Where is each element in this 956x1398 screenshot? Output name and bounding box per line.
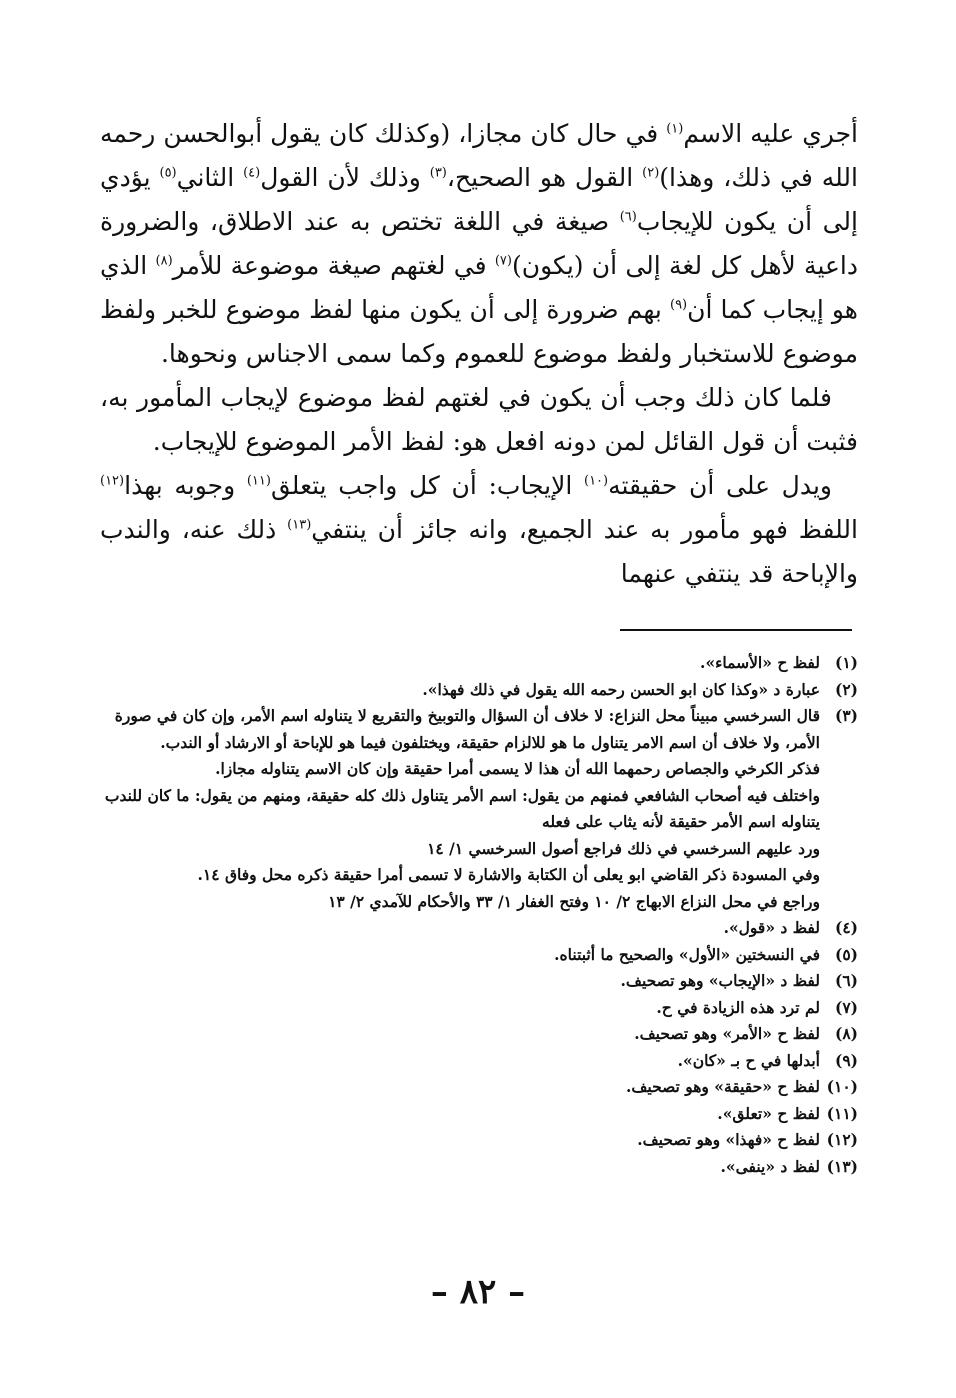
footnote-continuation: وفي المسودة ذكر القاضي ابو يعلى أن الكتابة والاشارة لا تسمى أمرا حقيقة ذكره محل وفاق ١٤. <box>197 865 820 884</box>
footnote-text: لفظ ح «تعلق». <box>717 1103 820 1123</box>
text-run: في لغتهم صيغة موضوعة للأمر <box>172 251 495 280</box>
paragraph-1 <box>100 112 858 376</box>
footnote <box>100 1074 858 1101</box>
text-run: صيغة في اللغة تختص به عند الاطلاق، والضرورة داعية لأهل كل لغة إلى أن (يكون) <box>100 207 859 280</box>
text-run: ذلك عنه، والندب والإباحة قد ينتفي عنهما <box>100 515 858 588</box>
footnote-ref-1: (١) <box>666 121 684 137</box>
footnote-continuation: فذكر الكرخي والجصاص رحمهما الله أن هذا لا يسمى أمرا حقيقة وإن كان الاسم يتناوله مجازا. <box>215 759 820 778</box>
footnotes <box>100 650 858 1180</box>
footnote-number: (٦) <box>834 971 858 990</box>
footnote-text: لفظ د «قول». <box>723 918 820 937</box>
footnote <box>100 1048 858 1075</box>
footnote-number: (٥) <box>834 944 858 964</box>
footnote-text: لفظ د «ينفى». <box>720 1156 820 1176</box>
footnote-number: (١٢) <box>826 1130 858 1149</box>
text-run: أجري عليه الاسم <box>683 119 858 148</box>
footnote-number: (١٣) <box>826 1156 858 1176</box>
footnote-number: (١) <box>834 653 858 672</box>
footnote <box>100 1101 858 1128</box>
footnote-number: (٣) <box>834 706 858 725</box>
footnote <box>100 1021 858 1048</box>
footnote <box>100 703 858 756</box>
footnote-text: لفظ ح «حقيقة» وهو تصحيف. <box>625 1077 820 1096</box>
page-number: – ٨٢ – <box>430 1272 526 1312</box>
footnote-text: لفظ د «الإيجاب» وهو تصحيف. <box>620 971 820 990</box>
footnote-text: لفظ ح «الأسماء». <box>700 653 820 672</box>
text-run: ويدل على أن حقيقته <box>608 471 832 500</box>
footnote-text: أبدلها في ح بـ «كان». <box>677 1050 820 1070</box>
footnote <box>100 915 858 942</box>
footnote-ref-11: (١١) <box>246 473 271 489</box>
footnote-ref-9: (٩) <box>669 297 688 313</box>
footnote <box>100 677 858 704</box>
footnote-number: (٤) <box>834 918 858 937</box>
text-run: في حال كان مجازا، (وكذلك كان يقول أبوالحسن رحمه الله في ذلك، وهذا) <box>100 119 858 192</box>
footnote-divider <box>620 629 852 631</box>
footnote-text: لفظ ح «الأمر» وهو تصحيف. <box>634 1024 820 1043</box>
footnote-text: عبارة د «وكذا كان ابو الحسن رحمه الله يقول في ذلك فهذا». <box>422 679 820 699</box>
text-run: الإيجاب: أن كل واجب يتعلق <box>270 471 584 500</box>
text-run: بهم ضرورة إلى أن يكون منها لفظ موضوع للخبر ولفظ موضوع للاستخبار ولفظ موضوع للعموم وكما سمى الاجناس ونحوها. <box>100 295 858 368</box>
footnote-ref-6: (٦) <box>619 209 637 225</box>
text-run: وذلك لأن القول <box>260 163 430 192</box>
text-run: الثاني <box>176 163 244 192</box>
footnote-text: لفظ ح «فهذا» وهو تصحيف. <box>637 1130 820 1149</box>
footnote-number: (٢) <box>834 679 858 699</box>
footnote <box>100 650 858 677</box>
text-run: القول هو الصحيح، <box>446 163 643 192</box>
footnote-ref-7: (٧) <box>494 253 512 269</box>
footnote <box>100 968 858 995</box>
footnote <box>100 1127 858 1154</box>
footnote-continuation: واختلف فيه أصحاب الشافعي فمنهم من يقول: اسم الأمر يتناول ذلك كله حقيقة، ومنهم من يقول: ما كان للندب يتناوله اسم الأمر حقيقة لأنه يثاب على فعله <box>104 785 820 831</box>
footnote-number: (٧) <box>834 997 858 1017</box>
main-text <box>100 112 858 596</box>
footnote-ref-13: (١٣) <box>287 517 312 533</box>
text-run: الذي هو إيجاب كما أن <box>100 251 858 324</box>
text-run: اللفظ فهو مأمور به عند الجميع، وانه جائز أن ينتفي <box>311 515 858 544</box>
footnote <box>100 995 858 1022</box>
text-run: وجوبه بهذا <box>124 471 247 500</box>
footnote-ref-12: (١٢) <box>100 473 125 489</box>
paragraph-3 <box>100 464 858 596</box>
footnote-number: (٨) <box>834 1024 858 1043</box>
footnote-ref-3: (٣) <box>429 165 447 181</box>
footnote-number: (٩) <box>834 1050 858 1070</box>
footnote-number: (١١) <box>826 1103 858 1123</box>
footnote-ref-2: (٢) <box>642 165 660 181</box>
footnote-text: في النسختين «الأول» والصحيح ما أثبتناه. <box>554 944 820 964</box>
footnote-ref-10: (١٠) <box>583 473 609 489</box>
footnote-ref-5: (٥) <box>159 165 177 181</box>
footnote-text: قال السرخسي مبيناً محل النزاع: لا خلاف أن السؤال والتوبيخ والتقريع لا يتناوله اسم الأمر، وإن كان في صورة الأمر، ولا خلاف أن اسم الامر يتناول ما هو للالزام حقيقة، ويختلفون فيما هو للإباحة أو الارشاد أو الندب. <box>114 706 820 752</box>
footnote <box>100 942 858 969</box>
paragraph-2: فلما كان ذلك وجب أن يكون في لغتهم لفظ موضوع لإيجاب المأمور به، فثبت أن قول القائل لمن دونه افعل هو: لفظ الأمر الموضوع للإيجاب. <box>100 383 858 456</box>
footnote-text: لم ترد هذه الزيادة في ح. <box>656 997 820 1017</box>
footnote-ref-4: (٤) <box>243 165 261 181</box>
footnote <box>100 1154 858 1181</box>
footnote-continuation: ورد عليهم السرخسي في ذلك فراجع أصول السرخسي ١/ ١٤ <box>427 838 820 858</box>
footnote-ref-8: (٨) <box>155 253 173 269</box>
text-run: يؤدي إلى أن يكون للإيجاب <box>100 163 858 236</box>
footnote-continuation: وراجع في محل النزاع الابهاج ٢/ ١٠ وفتح الغفار ١/ ٣٣ والأحكام للآمدي ٢/ ١٣ <box>328 891 820 911</box>
footnote-number: (١٠) <box>826 1077 858 1096</box>
